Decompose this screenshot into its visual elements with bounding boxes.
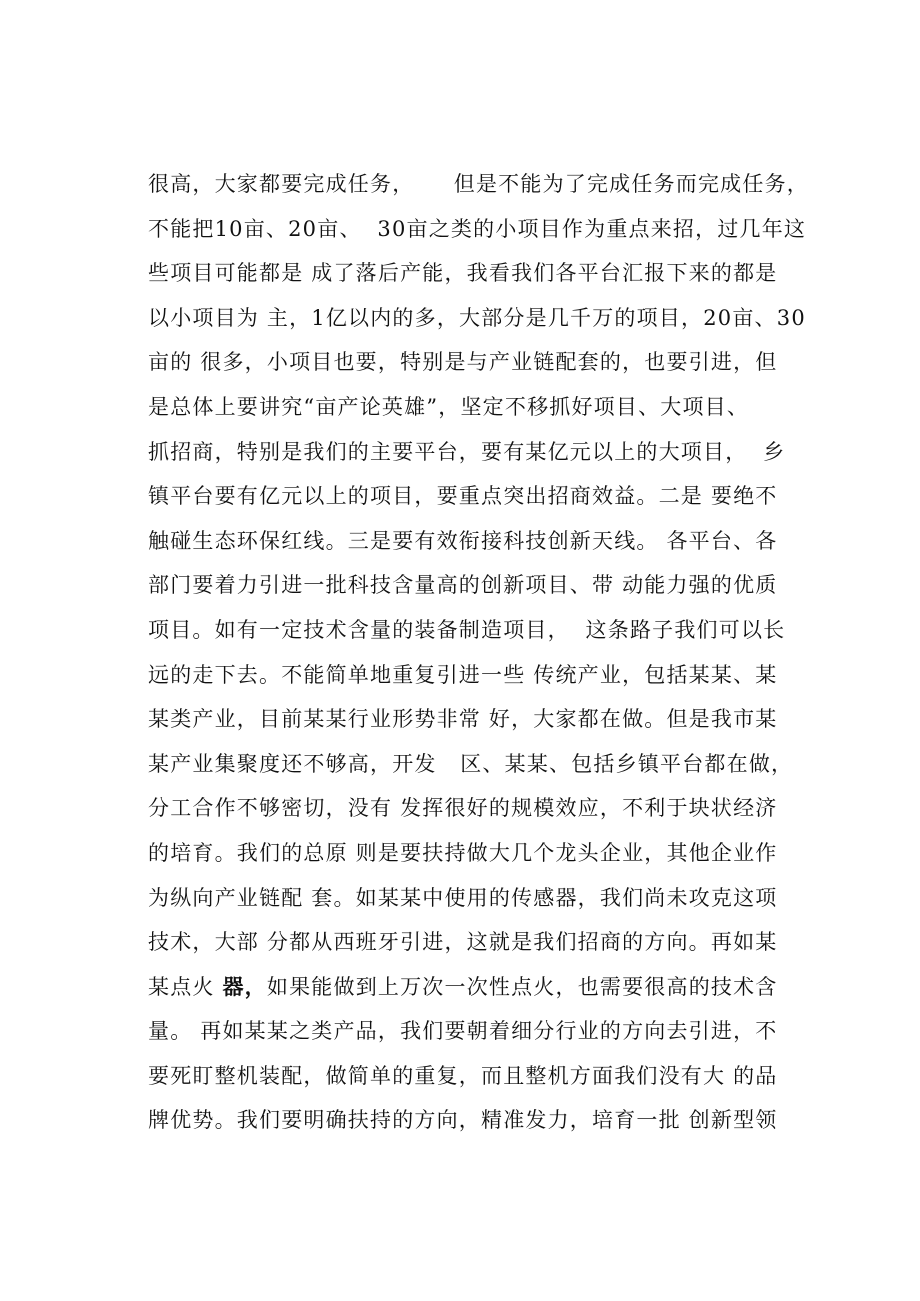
text-line-2: 不能把10亩、20亩、 30亩之类的小项目作为重点来招，过几年这	[148, 216, 807, 241]
text-line-11: 项目。如有一定技术含量的装备制造项目， 这条路子我们可以长	[148, 617, 786, 642]
text-line-16: 的培育。我们的总原 则是要扶持做大几个龙头企业，其他企业作	[148, 840, 778, 865]
text-line-22: 牌优势。我们要明确扶持的方向，精准发力，培育一批 创新型领	[148, 1108, 778, 1133]
text-line-12: 远的走下去。不能简单地重复引进一些 传统产业，包括某某、某	[148, 662, 778, 687]
text-line-13: 某类产业，目前某某行业形势非常 好，大家都在做。但是我市某	[148, 707, 778, 732]
text-line-5: 亩的 很多，小项目也要，特别是与产业链配套的，也要引进，但	[148, 350, 778, 375]
text-line-6: 是总体上要讲究“亩产论英雄”，坚定不移抓好项目、大项目、	[148, 394, 750, 419]
text-line-18: 技术，大部 分都从西班牙引进，这就是我们招商的方向。再如某	[148, 930, 778, 955]
text-line-15: 分工合作不够密切，没有 发挥很好的规模效应，不利于块状经济	[148, 796, 778, 821]
text-line-21: 要死盯整机装配，做简单的重复，而且整机方面我们没有大 的品	[148, 1063, 778, 1088]
text-line-8: 镇平台要有亿元以上的项目，要重点突出招商效益。二是 要绝不	[148, 484, 778, 509]
text-line-1: 很高，大家都要完成任务， 但是不能为了完成任务而完成任务，	[148, 172, 809, 196]
text-line-17: 为纵向产业链配 套。如某某中使用的传感器，我们尚未攻克这项	[148, 885, 778, 910]
text-line-10: 部门要着力引进一批科技含量高的创新项目、带 动能力强的优质	[148, 573, 778, 598]
text-line-20: 量。 再如某某之类产品，我们要朝着细分行业的方向去引进，不	[148, 1019, 778, 1044]
text-line-19-end: 如果能做到上万次一次性点火，也需要很高的技术含	[266, 974, 778, 999]
text-line-4: 以小项目为 主，1亿以内的多，大部分是几千万的项目，20亩、30	[148, 305, 806, 330]
text-line-19-bold: 器，	[222, 973, 267, 999]
text-line-19-start: 某点火	[148, 974, 223, 999]
text-line-9: 触碰生态环保红线。三是要有效衔接科技创新天线。 各平台、各	[148, 528, 778, 553]
text-line-7: 抓招商，特别是我们的主要平台，要有某亿元以上的大项目， 乡	[148, 439, 786, 464]
text-line-19	[148, 965, 820, 1010]
text-line-3: 些项目可能都是 成了落后产能，我看我们各平台汇报下来的都是	[148, 261, 778, 286]
text-line-14: 某产业集聚度还不够高，开发 区、某某、包括乡镇平台都在做，	[148, 751, 794, 776]
body-text	[148, 162, 820, 1143]
